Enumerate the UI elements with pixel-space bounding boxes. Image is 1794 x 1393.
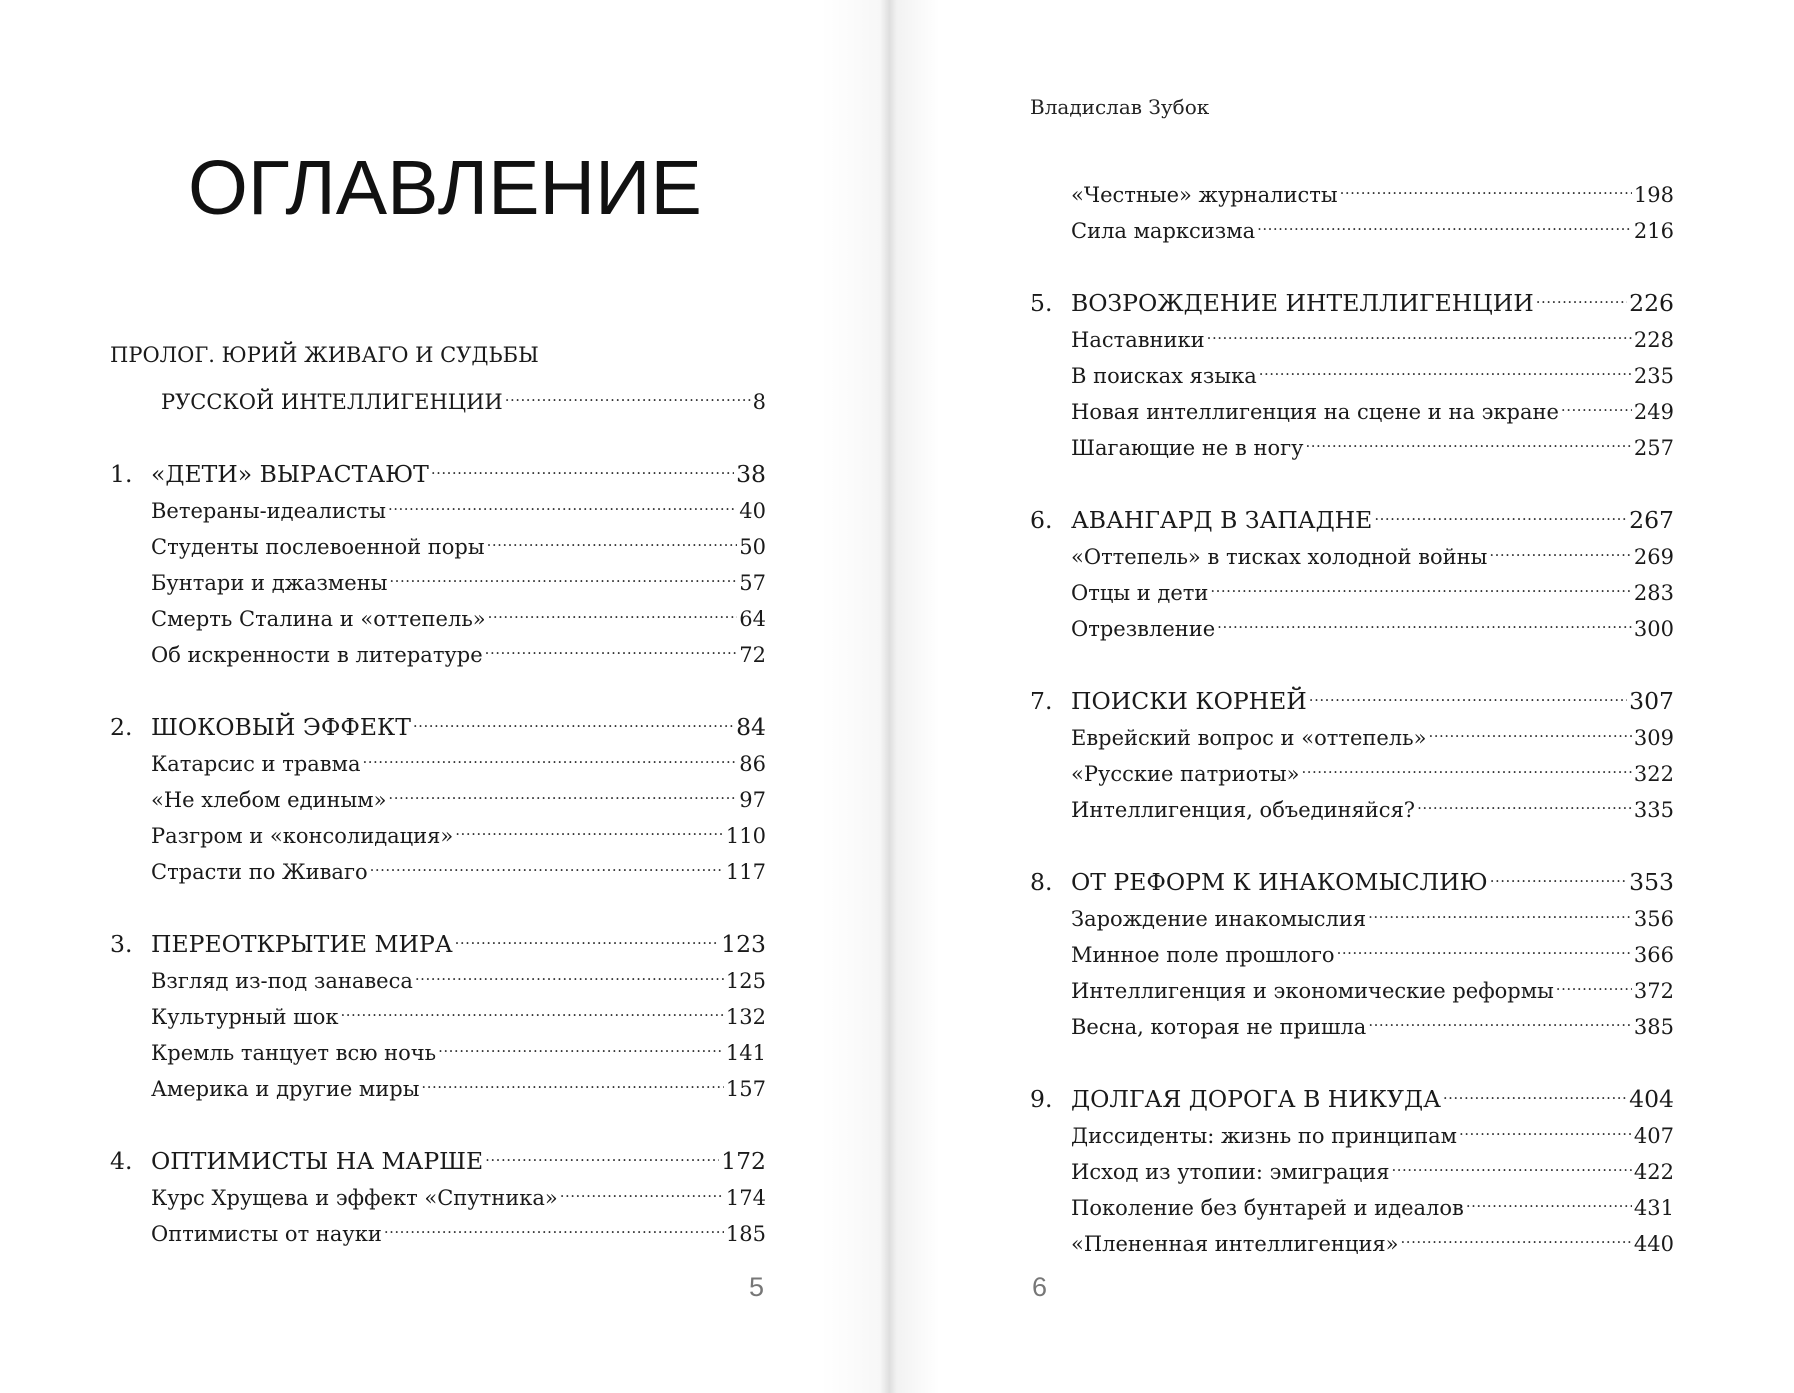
entry-page-number: 40: [739, 499, 766, 523]
entry-page-number: 64: [739, 607, 766, 631]
dot-leader: [560, 1169, 724, 1205]
section-title: Интеллигенция, объединяйся?: [1071, 798, 1416, 822]
entry-page-number: 185: [725, 1222, 766, 1246]
dot-leader: [1309, 673, 1627, 709]
chapter-number: 7.: [1030, 687, 1053, 715]
entry-page-number: 366: [1633, 943, 1674, 967]
section-title: «Плененная интеллигенция»: [1071, 1232, 1399, 1256]
dot-leader: [505, 373, 751, 409]
entry-page-number: 117: [725, 860, 766, 884]
prologue-line-2[interactable]: [110, 373, 766, 414]
chapter-title: ПОИСКИ КОРНЕЙ: [1071, 687, 1307, 715]
dot-leader: [1301, 745, 1631, 781]
section-title: Америка и другие миры: [151, 1077, 420, 1101]
section-title: Сила марксизма: [1071, 219, 1256, 243]
entry-page-number: 141: [725, 1041, 766, 1065]
dot-leader: [1217, 600, 1632, 636]
section-title: Отцы и дети: [1071, 581, 1209, 605]
toc-list-right: [1030, 166, 1674, 1256]
toc-chapter-entry[interactable]: [1030, 275, 1674, 317]
section-title: Диссиденты: жизнь по принципам: [1071, 1124, 1457, 1148]
chapter-number: 1.: [110, 460, 133, 488]
section-title: Бунтари и джазмены: [151, 571, 388, 595]
toc-chapter-entry[interactable]: [110, 916, 766, 958]
chapter-title: ВОЗРОЖДЕНИЕ ИНТЕЛЛИГЕНЦИИ: [1071, 289, 1534, 317]
entry-page-number: 356: [1633, 907, 1674, 931]
dot-leader: [388, 771, 737, 807]
prologue-page-number: 8: [752, 390, 766, 414]
chapter-number: 9.: [1030, 1085, 1053, 1113]
dot-leader: [488, 590, 738, 626]
section-title: Страсти по Живаго: [151, 860, 368, 884]
section-title: Взгляд из-под занавеса: [151, 969, 413, 993]
dot-leader: [370, 843, 724, 879]
section-title: Новая интеллигенция на сцене и на экране: [1071, 400, 1559, 424]
dot-leader: [1368, 998, 1632, 1034]
entry-page-number: 422: [1633, 1160, 1674, 1184]
section-title: «Не хлебом единым»: [151, 788, 387, 812]
entry-page-number: 157: [725, 1077, 766, 1101]
section-title: Ветераны-идеалисты: [151, 499, 386, 523]
dot-leader: [1417, 781, 1632, 817]
entry-page-number: 257: [1633, 436, 1674, 460]
dot-leader: [1207, 311, 1632, 347]
section-title: Оптимисты от науки: [151, 1222, 382, 1246]
dot-leader: [1340, 166, 1632, 202]
dot-leader: [421, 1060, 723, 1096]
entry-page-number: 431: [1633, 1196, 1674, 1220]
chapter-number: 5.: [1030, 289, 1053, 317]
dot-leader: [384, 1205, 724, 1241]
entry-page-number: 172: [721, 1147, 766, 1175]
entry-page-number: 353: [1629, 868, 1674, 896]
chapter-title: ОТ РЕФОРМ К ИНАКОМЫСЛИЮ: [1071, 868, 1488, 896]
section-title: Кремль танцует всю ночь: [151, 1041, 437, 1065]
section-title: Курс Хрущева и эффект «Спутника»: [151, 1186, 558, 1210]
dot-leader: [1368, 890, 1632, 926]
running-head-author: Владислав Зубок: [1030, 95, 1210, 119]
entry-page-number: 38: [736, 460, 766, 488]
section-title: Зарождение инакомыслия: [1071, 907, 1367, 931]
entry-page-number: 335: [1633, 798, 1674, 822]
chapter-title: «ДЕТИ» ВЫРАСТАЮТ: [151, 460, 429, 488]
toc-chapter-entry[interactable]: [1030, 854, 1674, 896]
dot-leader: [388, 482, 737, 518]
section-title: «Оттепель» в тисках холодной войны: [1071, 545, 1488, 569]
section-title: «Русские патриоты»: [1071, 762, 1300, 786]
entry-page-number: 267: [1629, 506, 1674, 534]
dot-leader: [1210, 564, 1632, 600]
section-title: Шагающие не в ногу: [1071, 436, 1304, 460]
dot-leader: [455, 807, 724, 843]
entry-page-number: 235: [1633, 364, 1674, 388]
entry-page-number: 132: [725, 1005, 766, 1029]
dot-leader: [389, 554, 737, 590]
section-title: Разгром и «консолидация»: [151, 824, 454, 848]
entry-page-number: 249: [1633, 400, 1674, 424]
toc-list-left: [110, 337, 766, 1246]
section-title: Культурный шок: [151, 1005, 339, 1029]
entry-page-number: 50: [739, 535, 766, 559]
entry-page-number: 228: [1633, 328, 1674, 352]
entry-page-number: 307: [1629, 687, 1674, 715]
entry-page-number: 322: [1633, 762, 1674, 786]
toc-chapter-entry[interactable]: [1030, 1071, 1674, 1113]
entry-page-number: 372: [1633, 979, 1674, 1003]
dot-leader: [487, 518, 738, 554]
entry-page-number: 226: [1629, 289, 1674, 317]
dot-leader: [1466, 1179, 1632, 1215]
section-title: «Честные» журналисты: [1071, 183, 1338, 207]
dot-leader: [340, 988, 723, 1024]
toc-chapter-entry[interactable]: [110, 1133, 766, 1175]
entry-page-number: 174: [725, 1186, 766, 1210]
entry-page-number: 84: [736, 713, 766, 741]
right-page: [890, 0, 1794, 1393]
dot-leader: [1259, 347, 1632, 383]
toc-section-entry[interactable]: [1030, 166, 1674, 207]
chapter-number: 6.: [1030, 506, 1053, 534]
section-title: Отрезвление: [1071, 617, 1216, 641]
section-title: Весна, которая не пришла: [1071, 1015, 1367, 1039]
toc-chapter-entry[interactable]: [1030, 492, 1674, 534]
entry-page-number: 57: [739, 571, 766, 595]
chapter-number: 8.: [1030, 868, 1053, 896]
entry-page-number: 86: [739, 752, 766, 776]
dot-leader: [1428, 709, 1631, 745]
chapter-number: 4.: [110, 1147, 133, 1175]
section-title: Поколение без бунтарей и идеалов: [1071, 1196, 1464, 1220]
prologue-line-1[interactable]: [110, 337, 766, 373]
dot-leader: [415, 952, 724, 988]
prologue-title-line-2: РУССКОЙ ИНТЕЛЛИГЕНЦИИ: [161, 390, 503, 414]
toc-chapter-entry[interactable]: [1030, 673, 1674, 715]
chapter-title: ОПТИМИСТЫ НА МАРШЕ: [151, 1147, 484, 1175]
entry-page-number: 72: [739, 643, 766, 667]
dot-leader: [1489, 528, 1632, 564]
section-title: В поисках языка: [1071, 364, 1257, 388]
entry-page-number: 440: [1633, 1232, 1674, 1256]
chapter-title: ПЕРЕОТКРЫТИЕ МИРА: [151, 930, 453, 958]
dot-leader: [1490, 854, 1627, 890]
dot-leader: [413, 699, 734, 735]
dot-leader: [1561, 383, 1632, 419]
section-title: Исход из утопии: эмиграция: [1071, 1160, 1390, 1184]
toc-chapter-entry[interactable]: [110, 446, 766, 488]
section-title: Студенты послевоенной поры: [151, 535, 485, 559]
dot-leader: [438, 1024, 724, 1060]
entry-page-number: 404: [1629, 1085, 1674, 1113]
page-number-left: 5: [749, 1272, 765, 1302]
dot-leader: [362, 735, 737, 771]
chapter-title: ШОКОВЫЙ ЭФФЕКТ: [151, 713, 411, 741]
dot-leader: [1536, 275, 1627, 311]
entry-page-number: 300: [1633, 617, 1674, 641]
entry-page-number: 216: [1633, 219, 1674, 243]
section-title: Интеллигенция и экономические реформы: [1071, 979, 1554, 1003]
entry-page-number: 125: [725, 969, 766, 993]
dot-leader: [485, 626, 738, 662]
section-title: Катарсис и травма: [151, 752, 361, 776]
dot-leader: [1374, 492, 1627, 528]
entry-page-number: 123: [721, 930, 766, 958]
chapter-title: ДОЛГАЯ ДОРОГА В НИКУДА: [1071, 1085, 1441, 1113]
entry-page-number: 385: [1633, 1015, 1674, 1039]
dot-leader: [1401, 1215, 1632, 1251]
toc-heading: ОГЛАВЛЕНИЕ: [188, 145, 702, 231]
entry-page-number: 110: [725, 824, 766, 848]
entry-page-number: 198: [1633, 183, 1674, 207]
chapter-number: 2.: [110, 713, 133, 741]
section-title: Наставники: [1071, 328, 1205, 352]
prologue-title-line-1: ПРОЛОГ. ЮРИЙ ЖИВАГО И СУДЬБЫ: [110, 343, 539, 367]
entry-page-number: 97: [739, 788, 766, 812]
section-title: Еврейский вопрос и «оттепель»: [1071, 726, 1427, 750]
dot-leader: [1306, 419, 1632, 455]
dot-leader: [1257, 202, 1632, 238]
dot-leader: [431, 446, 734, 482]
section-title: Смерть Сталина и «оттепель»: [151, 607, 486, 631]
dot-leader: [485, 1133, 719, 1169]
dot-leader: [1391, 1143, 1631, 1179]
toc-chapter-entry[interactable]: [110, 699, 766, 741]
entry-page-number: 407: [1633, 1124, 1674, 1148]
dot-leader: [455, 916, 720, 952]
entry-page-number: 283: [1633, 581, 1674, 605]
dot-leader: [1337, 926, 1632, 962]
left-page: [0, 0, 890, 1393]
chapter-number: 3.: [110, 930, 133, 958]
page-number-right: 6: [1032, 1272, 1048, 1302]
dot-leader: [1556, 962, 1632, 998]
chapter-title: АВАНГАРД В ЗАПАДНЕ: [1071, 506, 1373, 534]
entry-page-number: 309: [1633, 726, 1674, 750]
dot-leader: [1443, 1071, 1627, 1107]
section-title: Минное поле прошлого: [1071, 943, 1335, 967]
dot-leader: [1459, 1107, 1632, 1143]
section-title: Об искренности в литературе: [151, 643, 483, 667]
entry-page-number: 269: [1633, 545, 1674, 569]
